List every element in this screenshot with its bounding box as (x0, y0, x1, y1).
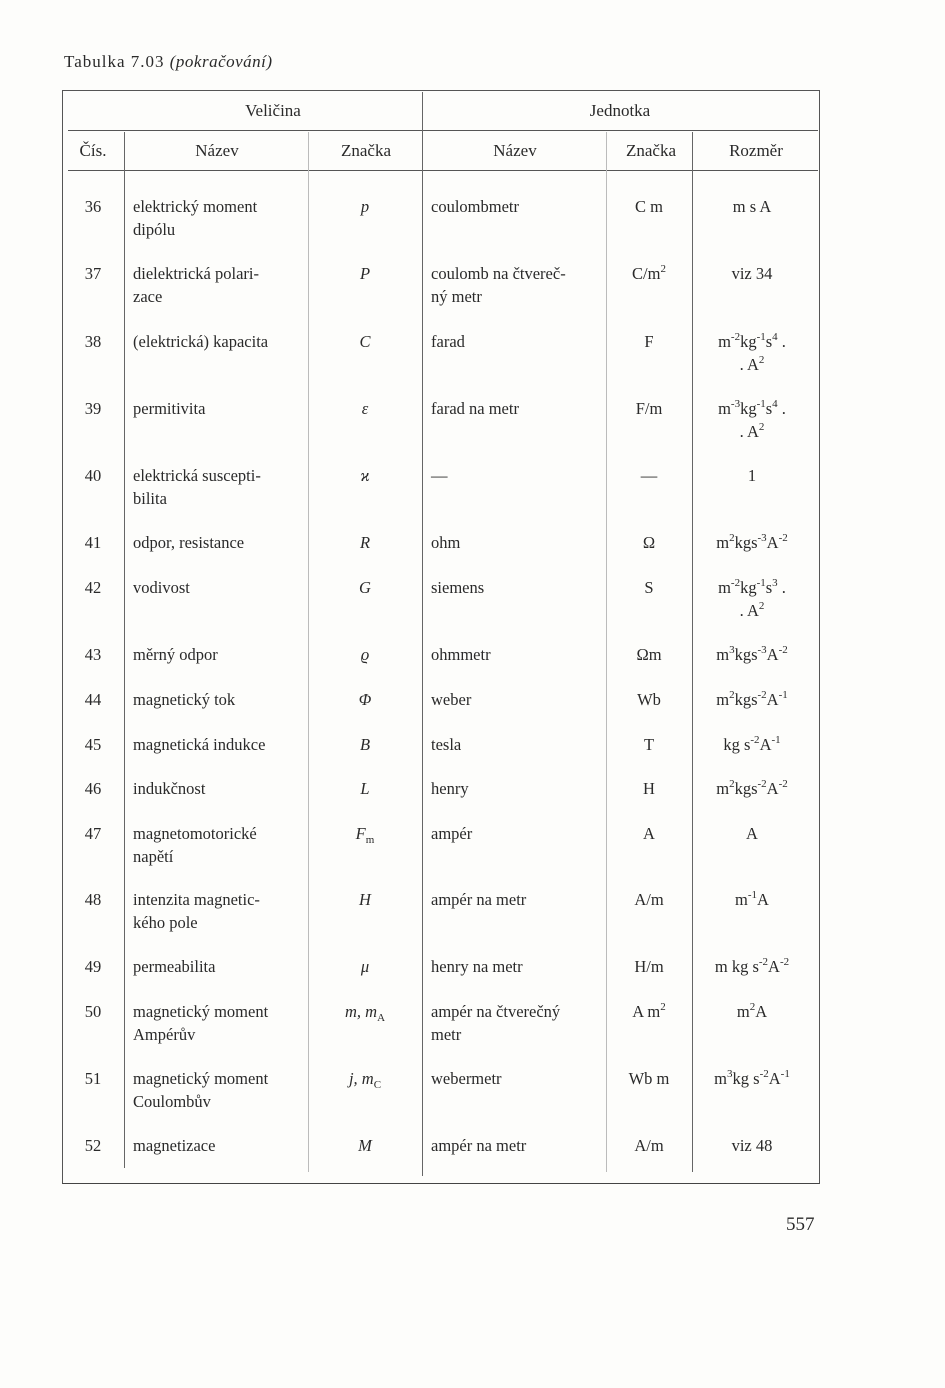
quantity-symbol: j, $m_C$ (348, 1069, 382, 1091)
row-number: 36 (84, 197, 102, 216)
quantity-name: indukčnost (133, 779, 206, 798)
unit-name: coulomb na čtvereč- ný metr (431, 264, 566, 306)
quantity-name: magnetický moment Ampérův (133, 1002, 269, 1044)
unit-name: siemens (431, 578, 485, 597)
unit-dimension: $m^2kgs^{-3}A^{-2}$ (716, 532, 788, 552)
unit-symbol: C m (635, 197, 663, 216)
row-number: 50 (84, 1002, 102, 1021)
unit-dimension: viz 48 (731, 1136, 773, 1155)
unit-dimension: $m^{-1}A$ (735, 889, 769, 909)
unit-dimension: $m^3kgs^{-3}A^{-2}$ (716, 644, 788, 664)
quantity-name: měrný odpor (133, 645, 218, 664)
col-separator-1 (124, 132, 125, 1168)
quantity-name: intenzita magnetic- kého pole (133, 890, 260, 932)
unit-name: ampér na metr (431, 1136, 527, 1155)
quantity-name: magnetomotorické napětí (133, 824, 257, 866)
quantity-symbol: ϱ (360, 645, 370, 664)
row-number: 40 (84, 466, 102, 485)
col-header-unit-name: Název (493, 141, 537, 160)
quantity-name: odpor, resistance (133, 533, 245, 552)
unit-name: ampér na čtverečný metr (431, 1002, 561, 1044)
row-number: 51 (84, 1069, 102, 1088)
row-number: 39 (84, 399, 102, 418)
row-number: 45 (84, 735, 102, 754)
group-header-quantity: Veličina (245, 101, 301, 120)
unit-dimension: 1 (747, 466, 757, 485)
row-number: 38 (84, 332, 102, 351)
quantity-name: vodivost (133, 578, 190, 597)
unit-dimension: $m^3kg$ $s^{-2}A^{-1}$ (714, 1068, 790, 1088)
unit-name: farad (431, 332, 465, 351)
unit-name: henry (431, 779, 469, 798)
unit-symbol: Ωm (636, 645, 662, 664)
quantity-symbol: C (359, 332, 371, 351)
quantity-name: dielektrická polari- zace (133, 264, 259, 306)
quantity-name: elektrická suscepti- bilita (133, 466, 261, 508)
quantity-symbol: $F_m$ (355, 824, 375, 846)
unit-symbol: Wb (637, 690, 661, 709)
row-number: 47 (84, 824, 102, 843)
unit-symbol: T (643, 735, 655, 754)
unit-name: henry na metr (431, 957, 523, 976)
quantity-symbol: B (359, 735, 371, 754)
quantity-name: magnetická indukce (133, 735, 266, 754)
row-number: 41 (84, 533, 102, 552)
unit-dimension: $m^2A$ (736, 1001, 768, 1021)
unit-symbol: Ω (642, 533, 656, 552)
quantity-name: magnetizace (133, 1136, 216, 1155)
unit-name: ohm (431, 533, 461, 552)
col-header-quantity-symbol: Značka (340, 141, 392, 160)
quantity-symbol: M (358, 1136, 372, 1155)
quantity-symbol: p (360, 197, 370, 216)
unit-name: weber (431, 690, 472, 709)
unit-dimension: kg $s^{-2}A^{-1}$ (723, 734, 781, 754)
quantity-symbol: R (359, 533, 371, 552)
unit-name: coulombmetr (431, 197, 519, 216)
unit-name: ampér na metr (431, 890, 527, 909)
quantity-name: (elektrická) kapacita (133, 332, 269, 351)
quantity-symbol: P (359, 264, 371, 283)
unit-dimension: m kg $s^{-2}A^{-2}$ (714, 956, 790, 976)
unit-symbol: F/m (635, 399, 663, 418)
quantity-name: permitivita (133, 399, 206, 418)
quantity-symbol: H (359, 890, 371, 909)
unit-symbol: S (644, 578, 654, 597)
col-header-number: Čís. (79, 141, 107, 160)
unit-dimension: $m^{-2}kg^{-1}s^3$ . . $A^2$ (718, 577, 786, 620)
quantity-name: permeabilita (133, 957, 216, 976)
col-header-quantity-name: Název (195, 141, 239, 160)
unit-dimension: viz 34 (731, 264, 773, 283)
group-header-unit: Jednotka (589, 101, 651, 120)
quantity-name: magnetický moment Coulombův (133, 1069, 269, 1111)
header-divider-1 (68, 130, 818, 131)
caption-note: (pokračování) (169, 52, 273, 71)
row-number: 42 (84, 578, 102, 597)
unit-symbol: F (644, 332, 654, 351)
unit-dimension: $m^2kgs^{-2}A^{-1}$ (716, 689, 788, 709)
unit-symbol: H/m (634, 957, 664, 976)
unit-name: — (431, 466, 448, 485)
caption-label: Tabulka 7.03 (64, 52, 165, 71)
row-number: 46 (84, 779, 102, 798)
unit-symbol: $C/m^2$ (632, 263, 666, 283)
quantity-name: magnetický tok (133, 690, 236, 709)
unit-name: ampér (431, 824, 473, 843)
quantity-symbol: L (360, 779, 370, 798)
unit-name: ohmmetr (431, 645, 491, 664)
row-number: 44 (84, 690, 102, 709)
header-divider-2 (68, 170, 818, 171)
unit-name: tesla (431, 735, 462, 754)
quantity-symbol: Φ (358, 690, 372, 709)
unit-symbol: A/m (634, 890, 664, 909)
page-number: 557 (786, 1214, 815, 1235)
col-header-unit-symbol: Značka (625, 141, 677, 160)
quantity-symbol: ε (361, 399, 369, 418)
unit-name: farad na metr (431, 399, 519, 418)
unit-symbol: A/m (634, 1136, 664, 1155)
quantity-symbol: G (359, 578, 371, 597)
col-separator-3 (422, 92, 423, 1176)
row-number: 37 (84, 264, 102, 283)
col-separator-2 (308, 132, 309, 1172)
unit-dimension: m s A (732, 197, 772, 216)
unit-symbol: A (643, 824, 655, 843)
quantity-name: elektrický moment dipólu (133, 197, 258, 239)
row-number: 43 (84, 645, 102, 664)
unit-dimension: $m^{-3}kg^{-1}s^4$ . . $A^2$ (718, 398, 786, 441)
unit-symbol: H (643, 779, 655, 798)
unit-name: webermetr (431, 1069, 502, 1088)
quantity-symbol: μ (360, 957, 370, 976)
unit-dimension: $m^{-2}kg^{-1}s^4$ . . $A^2$ (718, 331, 786, 374)
col-header-dimension: Rozměr (729, 141, 783, 160)
unit-symbol: — (640, 466, 658, 485)
quantity-symbol: m, $m_A$ (344, 1002, 386, 1024)
unit-dimension: A (746, 824, 758, 843)
row-number: 48 (84, 890, 102, 909)
unit-symbol: A $m^2$ (632, 1001, 666, 1021)
unit-symbol: Wb m (628, 1069, 670, 1088)
unit-dimension: $m^2kgs^{-2}A^{-2}$ (716, 778, 788, 798)
quantity-symbol: ϰ (360, 466, 370, 485)
table-caption (64, 52, 273, 72)
row-number: 49 (84, 957, 102, 976)
row-number: 52 (84, 1136, 102, 1155)
